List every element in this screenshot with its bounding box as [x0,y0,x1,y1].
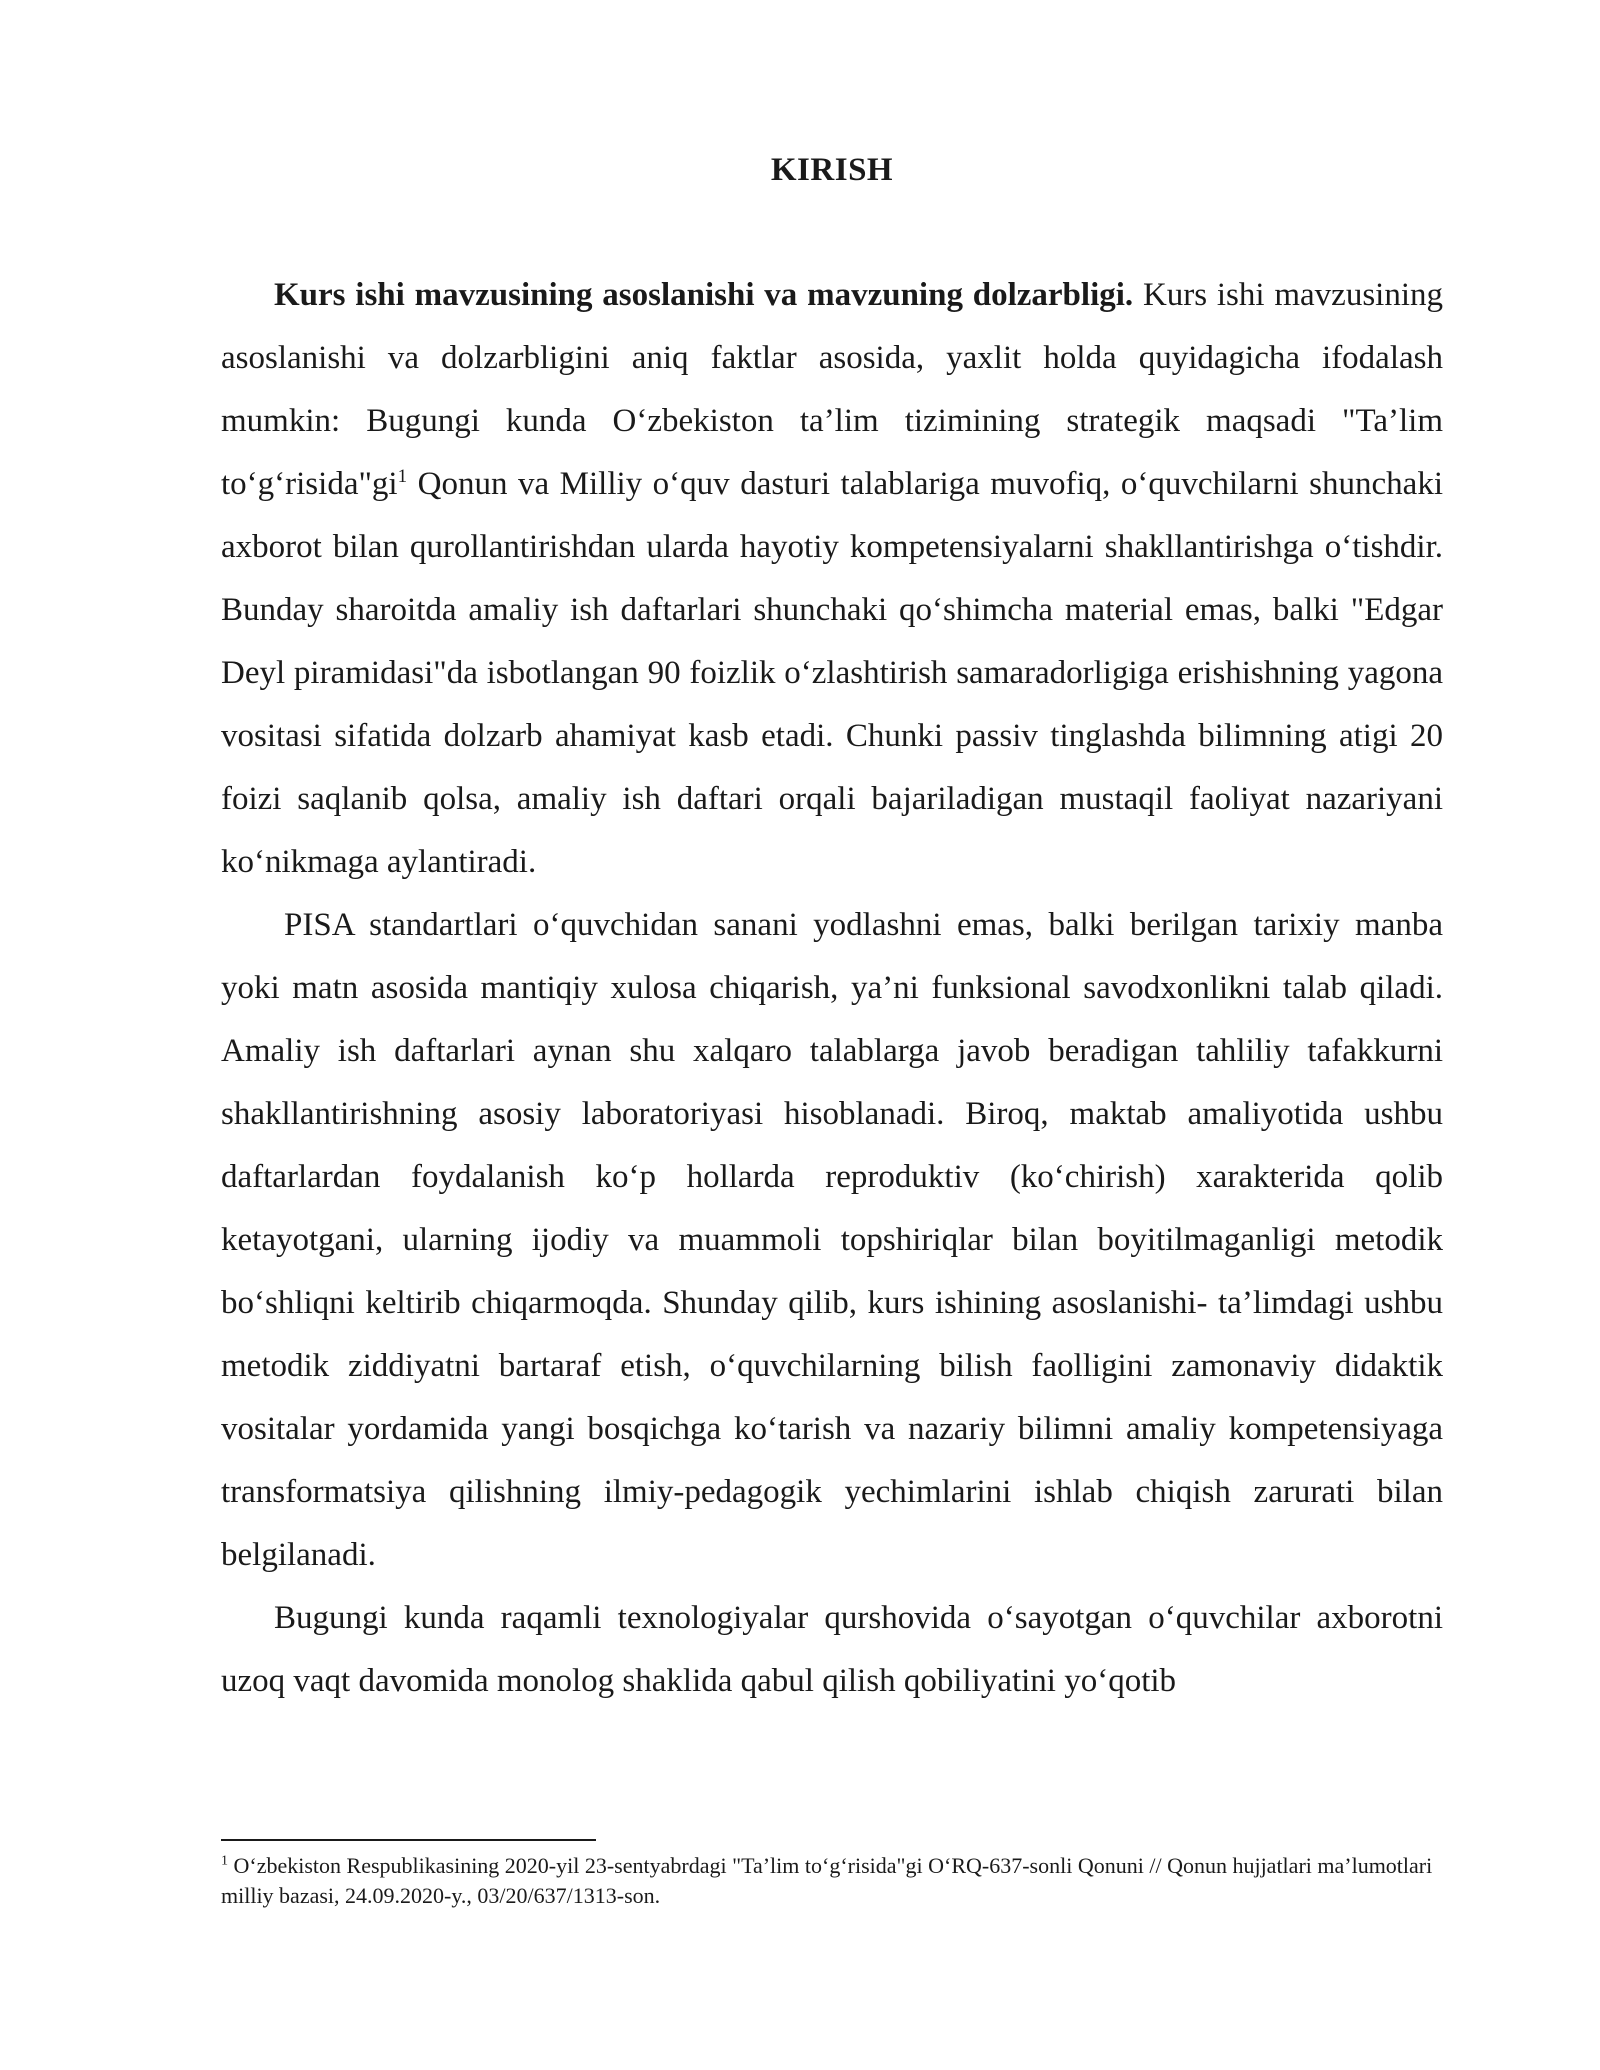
paragraph-2: PISA standartlari o‘quvchidan sanani yodlashni emas, balki berilgan tarixiy manba yoki matn asosida mantiqiy xulosa chiqarish, ya’ni funksional savodxonlikni talab qiladi. Amaliy ish daftarlari aynan shu xalqaro talablarga javob beradigan tahliliy tafakkurni shakllantirishning asosiy laboratoriyasi hisoblanadi. Biroq, maktab amaliyotida ushbu daftarlardan foydalanish ko‘p hollarda reproduktiv (ko‘chirish) xarakterida qolib ketayotgani, ularning ijodiy va muammoli topshiriqlar bilan boyitilmaganligi metodik bo‘shliqni keltirib chiqarmoqda. Shunday qilib, kurs ishining asoslanishi- ta’limdagi ushbu metodik ziddiyatni bartaraf etish, o‘quvchilarning bilish faolligini zamonaviy didaktik vositalar yordamida yangi bosqichga ko‘tarish va nazariy bilimni amaliy kompetensiyaga transformatsiya qilishning ilmiy-pedagogik yechimlarini ishlab chiqish zarurati bilan belgilanadi. [221,907,1443,1573]
section-lead-heading: Kurs ishi mavzusining asoslanishi va mavzuning dolzarbligi. [274,277,1134,313]
paragraph-1-text-a: Kurs ishi mavzusining asoslanishi va dolzarbligini aniq faktlar asosida, yaxlit holda quyidagicha ifodalash mumkin: Bugungi kunda O‘zbekiston ta’lim tizimining strategik maqsadi "Ta’lim to‘g‘risida"gi [221,277,1443,502]
footnote-1 [221,1851,1443,1911]
footnote-separator [221,1839,596,1841]
paragraph-1-text-b: Qonun va Milliy o‘quv dasturi talablariga muvofiq, o‘quvchilarni shunchaki axborot bilan qurollantirishdan ularda hayotiy kompetensiyalarni shakllantirishga o‘tishdir. Bunday sharoitda amaliy ish daftarlari shunchaki qo‘shimcha material emas, balki "Edgar Deyl piramidasi"da isbotlangan 90 foizlik o‘zlashtirish samaradorligiga erishishning yagona vositasi sifatida dolzarb ahamiyat kasb etadi. Chunki passiv tinglashda bilimning atigi 20 foizi saqlanib qolsa, amaliy ish daftari orqali bajariladigan mustaqil faoliyat nazariyani ko‘nikmaga aylantiradi. [221,466,1443,880]
footnote-reference[interactable]: 1 [397,466,408,487]
paragraph-3: Bugungi kunda raqamli texnologiyalar qurshovida o‘sayotgan o‘quvchilar axborotni uzoq vaqt davomida monolog shaklida qabul qilish qobiliyatini yo‘qotib [221,1600,1443,1699]
main-content [221,145,1443,1713]
page-title: KIRISH [770,152,894,188]
footnote-number: 1 [221,1853,228,1869]
body-text [221,264,1443,1713]
paragraph-1 [221,264,1443,894]
footnotes-section [221,1839,1443,1911]
footnote-1-text: O‘zbekiston Respublikasining 2020-yil 23-sentyabrdagi "Ta’lim to‘g‘risida"gi O‘RQ-637-sonli Qonuni // Qonun hujjatlari ma’lumotlari milliy bazasi, 24.09.2020-y., 03/20/637/1313-son. [221,1853,1433,1908]
